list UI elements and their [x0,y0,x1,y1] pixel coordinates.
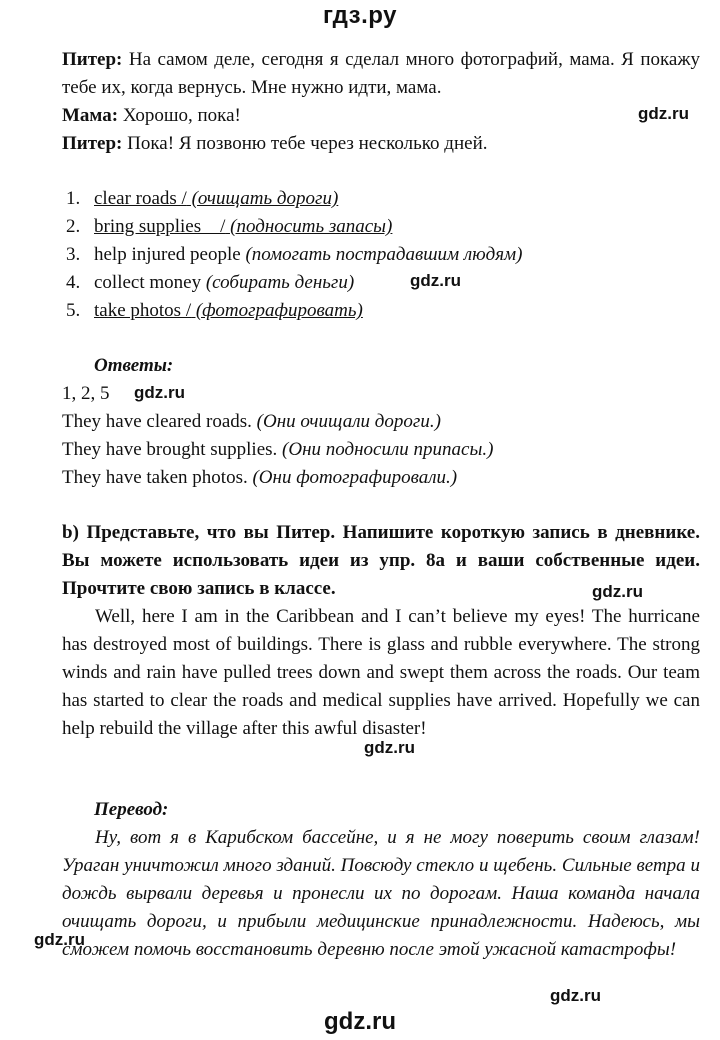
speaker-label: Мама: [62,105,119,126]
speaker-label: Питер: [62,133,123,154]
list-item: 1. clear roads / (очищать дороги) [66,188,339,209]
watermark: gdz.ru [410,271,461,290]
answer-line: They have taken photos. (Они фотографировали.) [62,467,458,488]
dialogue-text: Пока! Я позвоню тебе через несколько дней. [122,133,488,154]
answers-numbers: 1, 2, 5 [62,383,110,404]
list-en: bring supplies / (подносить запасы) [94,216,393,237]
speaker-label: Питер: [62,49,123,70]
dialogue-mom [62,102,241,130]
watermark: gdz.ru [134,383,185,402]
watermark: gdz.ru [364,738,415,757]
task-b-instruction: b) Представьте, что вы Питер. Напишите короткую запись в дневнике. Вы можете использовать идеи из упр. 8a и ваши собственные идеи. Прочтите свою запись в классе. [62,522,700,599]
translation-text: Ну, вот я в Карибском бассейне, и я не могу поверить своим глазам! Ураган уничтожил много зданий. Повсюду стекло и щебень. Сильные ветра и дождь вырвали деревья и пронесли их по дорогам. Наша команда начала очищать дороги, и прибыли медицинские принадлежности. Надеюсь, мы сможем помочь восстановить деревню после этой ужасной катастрофы! [62,827,700,960]
list-en: clear roads / (очищать дороги) [94,188,339,209]
list-ru: (помогать пострадавшим людям) [240,244,523,265]
list-en: collect money [94,272,202,293]
dialogue-text: На самом деле, сегодня я сделал много фотографий, мама. Я покажу тебе их, когда вернусь. Мне нужно идти, мама. [62,49,700,98]
list-en: help injured people [94,244,241,265]
dialogue-peter-2 [62,130,487,158]
watermark: gdz.ru [592,582,643,601]
watermark: gdz.ru [550,986,601,1005]
answer-line: They have cleared roads. (Они очищали дороги.) [62,411,441,432]
list-item: 5. take photos / (фотографировать) [66,300,363,321]
list-item: 3. help injured people (помогать пострадавшим людям) [66,244,523,265]
dialogue-peter-1 [62,46,700,102]
watermark: gdz.ru [638,104,689,123]
answers-heading: Ответы: [94,355,174,376]
list-en: take photos / (фотографировать) [94,300,363,321]
list-item: 4. collect money (собирать деньги) [66,272,355,293]
answer-line: They have brought supplies. (Они подносили припасы.) [62,439,494,460]
translation-heading: Перевод: [94,799,169,820]
watermark: gdz.ru [34,930,85,949]
site-footer: gdz.ru [324,1008,396,1035]
list-ru: (собирать деньги) [201,272,355,293]
site-header: гдз.ру [323,2,397,29]
diary-entry-english: Well, here I am in the Caribbean and I can’t believe my eyes! The hurricane has destroyed most of buildings. There is glass and rubble everywhere. The strong winds and rain have pulled trees down and swept them across the roads. Our team has started to clear the roads and medical supplies have arrived. Hopefully we can help rebuild the village after this awful disaster! [62,606,700,739]
list-item: 2. bring supplies / (подносить запасы) [66,216,393,237]
dialogue-text: Хорошо, пока! [118,105,241,126]
